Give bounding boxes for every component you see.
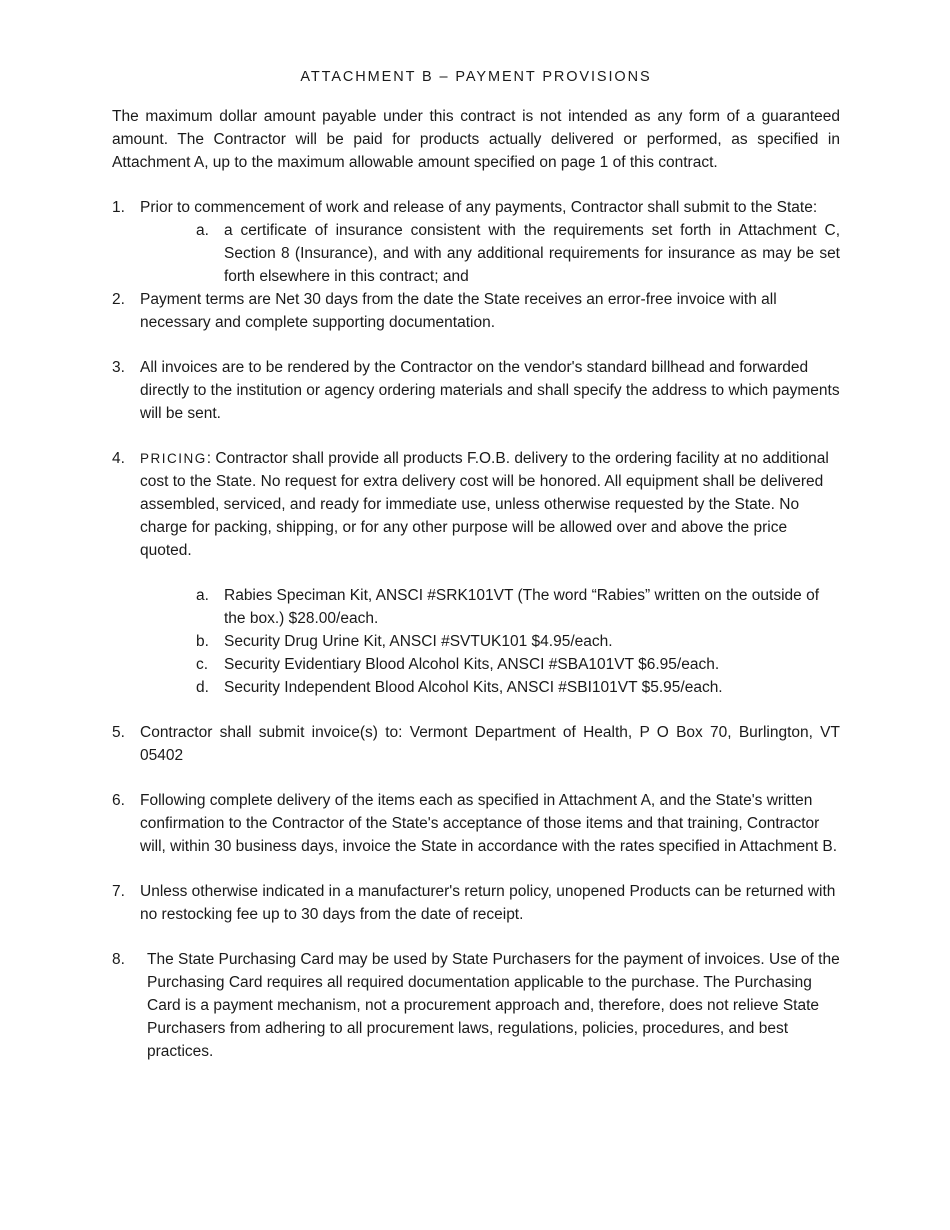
sub-item-4b <box>112 630 840 653</box>
sub-item-letter: a. <box>196 587 209 604</box>
item-text: Following complete delivery of the items each as specified in Attachment A, and the State's written confirmation to the Contractor of the State's acceptance of those items and that training, Contractor will, within 30 business days, invoice the State in accordance with the rates specified in Attachment B. <box>140 792 838 855</box>
item-text: Contractor shall submit invoice(s) to: Vermont Department of Health, P O Box 70, Burlington, VT 05402 <box>140 724 840 764</box>
sub-item-letter: a. <box>196 222 209 239</box>
item-number: 8. <box>112 951 125 968</box>
list-item-1 <box>112 196 840 219</box>
sub-item-text: a certificate of insurance consistent with the requirements set forth in Attachment C, Section 8 (Insurance), and with any additional requirements for insurance as may be set forth elsewhere in this contract; and <box>224 222 840 285</box>
sub-item-letter: c. <box>196 656 209 673</box>
item-number: 3. <box>112 359 125 376</box>
pricing-text: : Contractor shall provide all products F.O.B. delivery to the ordering facility at no additional cost to the State. No request for extra delivery cost will be honored. All equipment shall be delivered assembled, serviced, and ready for immediate use, unless otherwise requested by the State. No charge for packing, shipping, or for any other purpose will be allowed over and above the price quoted. <box>140 450 829 559</box>
pricing-label: PRICING <box>140 451 207 466</box>
item-number: 1. <box>112 199 125 216</box>
item-text: The State Purchasing Card may be used by State Purchasers for the payment of invoices. Use of the Purchasing Card requires all required documentation applicable to the purchase. The Purchasing Card is a payment mechanism, not a procurement approach and, therefore, does not relieve State Purchasers from adhering to all procurement laws, regulations, policies, procedures, and best practices. <box>147 951 840 1060</box>
sub-item-text: Rabies Speciman Kit, ANSCI #SRK101VT (The word “Rabies” written on the outside of the box.) $28.00/each. <box>224 587 820 627</box>
item-text <box>140 447 840 562</box>
sub-item-text: Security Drug Urine Kit, ANSCI #SVTUK101 $4.95/each. <box>224 633 613 650</box>
document-page <box>112 66 840 1063</box>
list-item-4 <box>112 447 840 562</box>
sub-item-1a <box>112 219 840 288</box>
sub-item-letter: b. <box>196 633 209 650</box>
sub-item-letter: d. <box>196 679 209 696</box>
item-number: 5. <box>112 724 125 741</box>
sub-item-4c <box>112 653 840 676</box>
item-number: 6. <box>112 792 125 809</box>
sub-item-text: Security Independent Blood Alcohol Kits, ANSCI #SBI101VT $5.95/each. <box>224 679 723 696</box>
item-text: Payment terms are Net 30 days from the date the State receives an error-free invoice with all necessary and complete supporting documentation. <box>140 291 777 331</box>
item-number: 4. <box>112 450 125 467</box>
list-item-5 <box>112 721 840 767</box>
sub-item-4d <box>112 676 840 699</box>
item-text: Prior to commencement of work and release of any payments, Contractor shall submit to the State: <box>140 199 818 216</box>
item-number: 7. <box>112 883 125 900</box>
list-item-3 <box>112 356 840 425</box>
list-item-8 <box>112 948 840 1063</box>
list-item-2 <box>112 288 840 334</box>
item-text: All invoices are to be rendered by the Contractor on the vendor's standard billhead and forwarded directly to the institution or agency ordering materials and shall specify the address to which payments will be sent. <box>140 359 840 422</box>
sub-item-4a <box>112 584 840 630</box>
item-text: Unless otherwise indicated in a manufacturer's return policy, unopened Products can be returned with no restocking fee up to 30 days from the date of receipt. <box>140 883 836 923</box>
document-title: ATTACHMENT B – PAYMENT PROVISIONS <box>300 69 652 85</box>
sub-item-text: Security Evidentiary Blood Alcohol Kits, ANSCI #SBA101VT $6.95/each. <box>224 656 720 673</box>
item-number: 2. <box>112 291 125 308</box>
list-item-7 <box>112 880 840 926</box>
intro-paragraph: The maximum dollar amount payable under this contract is not intended as any form of a guaranteed amount. The Contractor will be paid for products actually delivered or performed, as specified in Attachment A, up to the maximum allowable amount specified on page 1 of this contract. <box>112 108 840 171</box>
list-item-6 <box>112 789 840 858</box>
